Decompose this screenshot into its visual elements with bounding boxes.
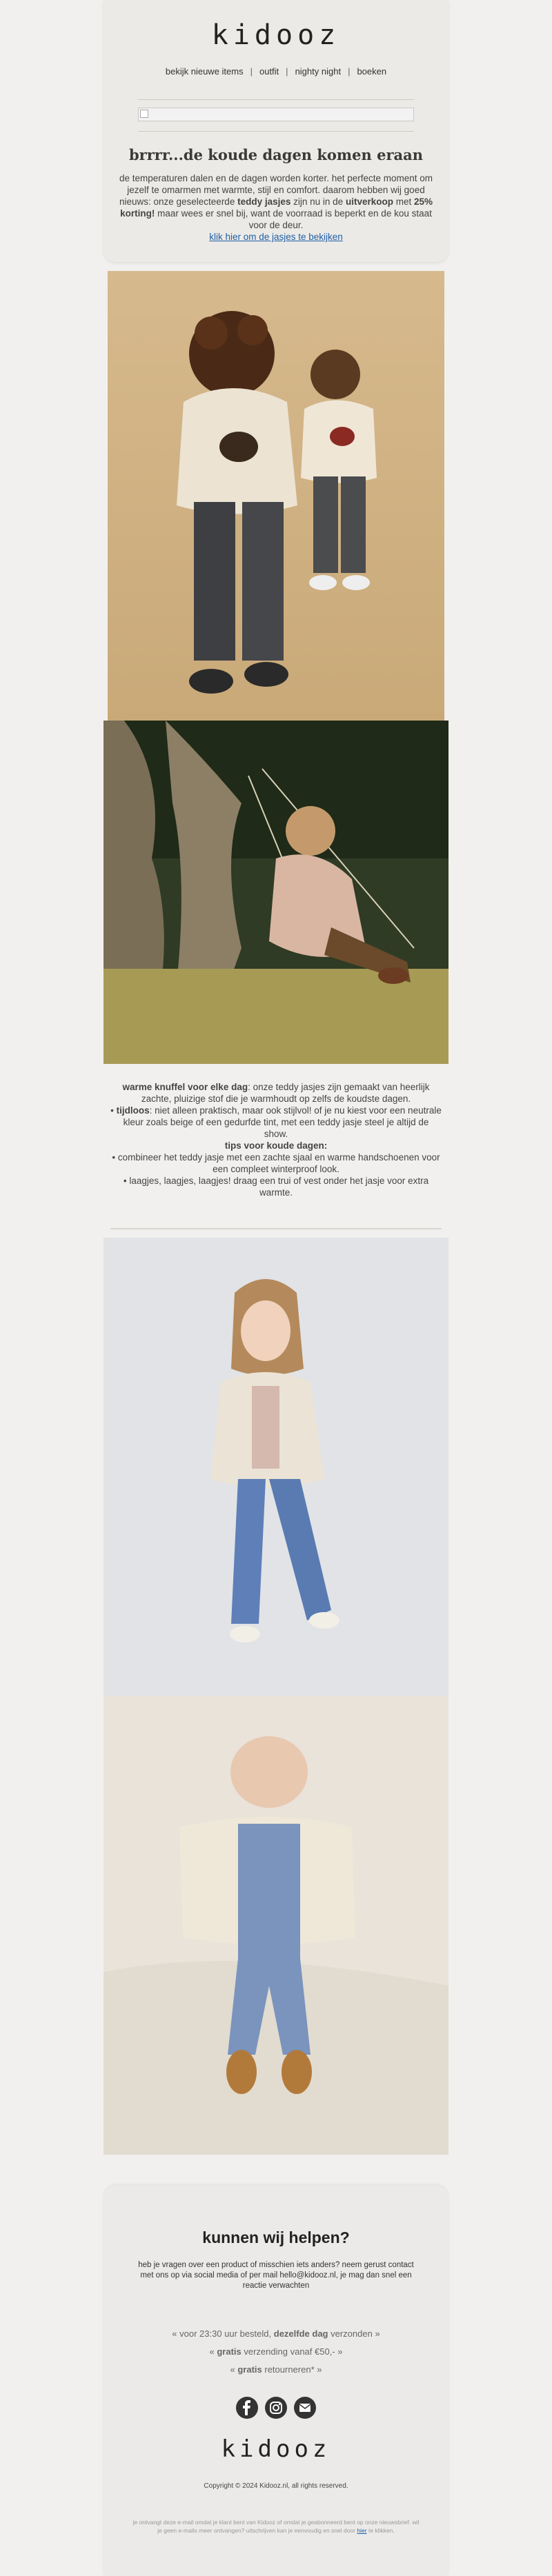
- intro-text: met: [393, 197, 414, 207]
- legal-body: je ontvangt deze e-mail omdat je klant bent van Kidooz of omdat je geabonneerd bent op onze nieuwsbrief. wil je geen e-mails meer ontvangen? uitschrijven kan je eenvoudig en snel door: [132, 2519, 420, 2534]
- divider: [138, 99, 414, 100]
- chevron-right-icon: »: [337, 2346, 343, 2357]
- usp-text: verzonden: [328, 2328, 373, 2339]
- broken-banner-image[interactable]: [138, 108, 414, 121]
- broken-image-icon: [140, 110, 148, 118]
- tips-bold: warme knuffel voor elke dag: [122, 1082, 248, 1092]
- intro-bold: uitverkoop: [345, 197, 393, 207]
- help-text: heb je vragen over een product of misschien iets anders? neem gerust contact met ons op via social media of per mail hello@kidooz.nl, je mag dan snel een reactie verwachten: [138, 2261, 414, 2290]
- usp-bold: gratis: [217, 2346, 241, 2357]
- usp-bold: dezelfde dag: [273, 2328, 328, 2339]
- facebook-icon[interactable]: [236, 2397, 258, 2419]
- logo[interactable]: kidooz: [211, 19, 341, 51]
- bullet: •: [110, 1105, 117, 1116]
- tips-text: : onze teddy jasjes zijn gemaakt van heerlijk zachte, pluizige stof die je warmhoudt op zelfs de koudste dagen.: [141, 1082, 430, 1104]
- usp-text: retourneren*: [262, 2364, 315, 2375]
- nav-nighty-night[interactable]: nighty night: [295, 66, 342, 77]
- usp-free-returns: [103, 2361, 448, 2379]
- main-nav: [103, 66, 448, 77]
- product-photo-kid-swing[interactable]: [103, 721, 448, 1064]
- intro-text: maar wees er snel bij, want de voorraad is beperkt en de kou staat voor de deur.: [155, 208, 432, 230]
- intro-body: [110, 172, 442, 243]
- product-photo-baby-lying[interactable]: [103, 1696, 448, 2155]
- chevron-left-icon: «: [209, 2346, 215, 2357]
- tip-item: • combineer het teddy jasje met een zachte sjaal en warme handschoenen voor een compleet winterproof look.: [112, 1152, 440, 1174]
- nav-bekijk-nieuwe-items[interactable]: bekijk nieuwe items: [165, 66, 244, 77]
- footer-card: [103, 2186, 448, 2576]
- chevron-right-icon: »: [317, 2364, 322, 2375]
- mail-icon[interactable]: [294, 2397, 316, 2419]
- legal-body: te klikken.: [366, 2527, 395, 2534]
- tip-item: • laagjes, laagjes, laagjes! draag een trui of vest onder het jasje voor extra warmte.: [123, 1176, 429, 1198]
- divider: [138, 131, 414, 132]
- usp-same-day: [103, 2325, 448, 2343]
- tips-heading: tips voor koude dagen:: [224, 1140, 328, 1151]
- chevron-left-icon: «: [230, 2364, 235, 2375]
- intro-bold: teddy jasjes: [237, 197, 291, 207]
- divider: [110, 1228, 442, 1229]
- intro-bold: 25% korting!: [120, 197, 433, 219]
- tips-text: : niet alleen praktisch, maar ook stijlvol! of je nu kiest voor een neutrale kleur zoals beige of een gedurfde tint, met een teddy jasje steel je altijd de show.: [123, 1105, 442, 1139]
- help-title: kunnen wij helpen?: [202, 2228, 350, 2246]
- instagram-icon[interactable]: [265, 2397, 287, 2419]
- nav-boeken[interactable]: boeken: [357, 66, 387, 77]
- copyright: Copyright © 2024 Kidooz.nl, all rights reserved.: [204, 2482, 348, 2490]
- nav-separator: |: [348, 66, 351, 77]
- intro-title: brrrr...de koude dagen komen eraan: [128, 146, 424, 163]
- footer-logo[interactable]: kidooz: [221, 2435, 331, 2463]
- cta-link[interactable]: klik hier om de jasjes te bekijken: [209, 232, 343, 242]
- product-photo-kids-back[interactable]: [108, 271, 444, 721]
- tips-section: [103, 1081, 448, 1198]
- nav-outfit[interactable]: outfit: [259, 66, 279, 77]
- nav-separator: |: [250, 66, 253, 77]
- tips-bold: tijdloos: [116, 1105, 150, 1116]
- usp-text: verzending vanaf €50,-: [241, 2346, 335, 2357]
- usp-list: [103, 2325, 448, 2379]
- chevron-left-icon: «: [172, 2328, 177, 2339]
- chevron-right-icon: »: [375, 2328, 380, 2339]
- header-card: [103, 0, 448, 262]
- social-icons: [103, 2397, 448, 2422]
- tips-body: [110, 1081, 442, 1198]
- usp-bold: gratis: [237, 2364, 262, 2375]
- usp-text: voor 23:30 uur besteld,: [179, 2328, 274, 2339]
- usp-free-shipping: [103, 2343, 448, 2361]
- intro-text: zijn nu in de: [290, 197, 346, 207]
- intro-text: de temperaturen dalen en de dagen worden korter. het perfecte moment om jezelf te omarmen met warmte, stijl en comfort. daarom hebben wij goed nieuws: onze geselecteerde: [119, 173, 433, 207]
- product-photo-girl-standing[interactable]: [103, 1238, 448, 1696]
- unsubscribe-link[interactable]: hier: [357, 2527, 367, 2534]
- nav-separator: |: [286, 66, 288, 77]
- legal-text: [131, 2518, 421, 2535]
